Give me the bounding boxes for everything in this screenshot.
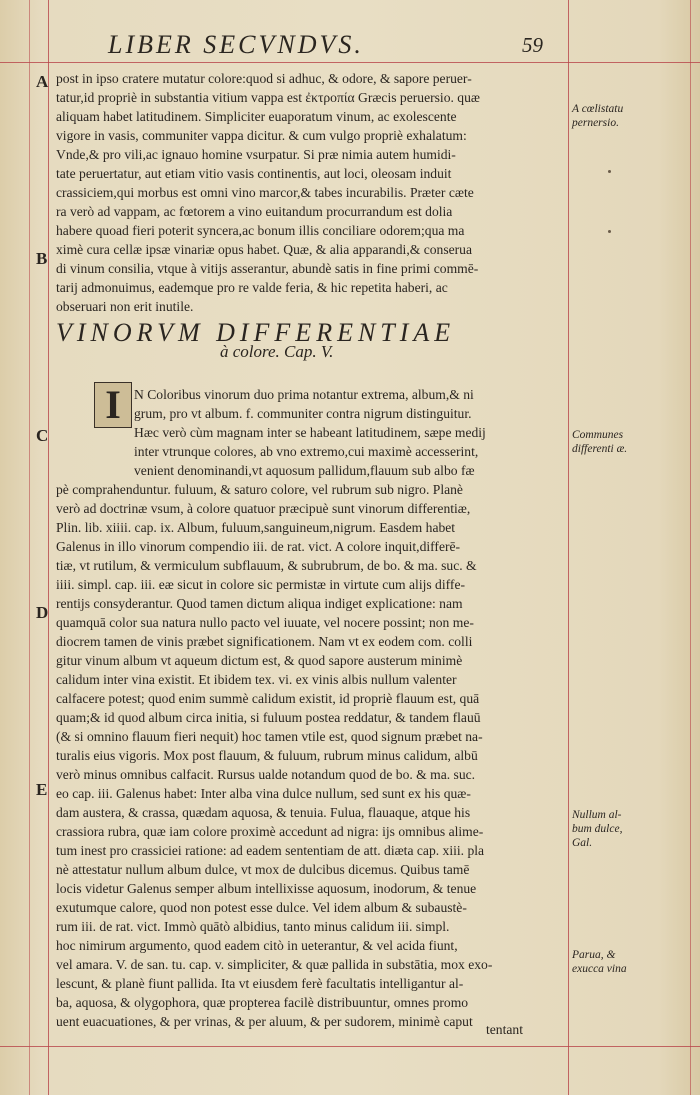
ruling-line-left-outer (48, 0, 49, 1095)
marginal-note: Communes differenti æ. (572, 429, 628, 455)
text-line: tarij admonuimus, eademque pro re valde feria, & hic repetita haberi, ac (56, 280, 448, 295)
text-line: vel amara. V. de san. tu. cap. v. simpliciter, & quæ pallida in substātia, mox exo- (56, 957, 493, 972)
ruling-line-top (0, 62, 700, 63)
text-line: gitur vinum album vt aqueum dictum est, & quod sapore austerum minimè (56, 653, 463, 668)
text-line: nè attestatur nullum album dulce, vt mox de dulcibus dicemus. Quibus tamē (56, 862, 470, 877)
margin-mark (608, 170, 611, 173)
text-line: dam austera, & crassa, quædam aquosa, & tenuia. Fulua, flauaque, atque his (56, 805, 471, 820)
text-line: crassiciem,qui morbus est omni vino marcor,& tabes incurabilis. Præter cæte (56, 185, 474, 200)
text-line: venient denominandi,vt aquosum pallidum,flauum sub albo fæ (134, 463, 475, 478)
catchword: tentant (486, 1022, 523, 1037)
text-line: tiæ, vt rutilum, & vermiculum subflauum, & subrubrum, de bo. & ma. suc. & (56, 558, 477, 573)
text-line: calidum inter vina existit. Et ibidem tex. vi. ex vinis albis nullum valenter (56, 672, 457, 687)
ruling-line-right-outer (690, 0, 691, 1095)
margin-letter-e: E (36, 780, 48, 799)
text-line: vigore in vasis, communiter vappa dicitur. & cum vulgo propriè exhalatum: (56, 128, 467, 143)
marginal-note: Parua, & exucca vina (572, 949, 627, 975)
text-line: ximè cura cellæ ipsæ vinariæ opus habet. Quæ, & alia apparandi,& conserua (56, 242, 473, 257)
text-line: crassiora rubra, quæ iam colore proximè accedunt ad nigra: ijs omnibus alime- (56, 824, 484, 839)
text-line: di vinum consilia, vtque à vitijs asserantur, abundè satis in fine primi commē- (56, 261, 479, 276)
text-line: habere quoad fieri poterit syncera,ac bonum illis conciliare odorem;qua ma (56, 223, 465, 238)
text-line: quamquā color sua natura nullo pacto vel iuuate, vel nocere possint; non me- (56, 615, 474, 630)
margin-letter-a: A (36, 72, 49, 91)
decorated-initial (94, 382, 132, 428)
ruling-line-right-inner (568, 0, 569, 1095)
margin-letter-c: C (36, 426, 49, 445)
text-line: verò ad doctrinæ vsum, à colore quatuor præcipuè sunt vinorum differentiæ, (56, 501, 471, 516)
text-line: iiii. simpl. cap. iii. eæ sicut in colore sic permistæ in virtute cum alijs diffe- (56, 577, 466, 592)
text-line: rentijs consyderantur. Quod tamen dictum aliqua indiget explicatione: nam (56, 596, 463, 611)
text-line: aliquam habet latitudinem. Simpliciter euaporatum vinum, ac exolescente (56, 109, 457, 124)
text-line: turalis eius vigoris. Mox post flauum, & fuluum, rubrum minus calidum, albū (56, 748, 478, 763)
text-line: Galenus in illo vinorum compendio iii. de rat. vict. A colore inquit,differē- (56, 539, 461, 554)
text-line: Hæc verò cùm magnam inter se habeant latitudinem, sæpe medij (134, 425, 486, 440)
text-line: grum, pro vt album. f. communiter contra nigrum distinguitur. (134, 406, 472, 421)
text-line: (& si omnino flauum fieri nequit) hoc tamen vtile est, quod signum præbet na- (56, 729, 483, 744)
margin-letter-b: B (36, 249, 48, 268)
marginal-note: A cœlistatu pernersio. (572, 103, 624, 129)
running-head: LIBER SECVNDVS. (108, 30, 364, 59)
text-line: tatur,id propriè in substantia vitium vappa est ἐκτροπία Græcis peruersio. quæ (56, 90, 480, 105)
chapter-subtitle: à colore. Cap. V. (220, 342, 334, 361)
ruling-line-bottom (0, 1046, 700, 1047)
ruling-line-left-edge (29, 0, 30, 1095)
text-line: post in ipso cratere mutatur colore:quod si adhuc, & odore, & sapore peruer- (56, 71, 472, 86)
text-line: quam;& id quod album circa initia, si fuluum postea reddatur, & tandem flauū (56, 710, 481, 725)
text-line: lescunt, & planè fiunt pallida. Ita vt eiusdem ferè facultatis intelligantur al- (56, 976, 464, 991)
text-line: inter vtrunque colores, ab vno extremo,cui maximè accesserint, (134, 444, 479, 459)
margin-mark (608, 230, 611, 233)
text-line: tum inest pro crassiciei ratione: ad eadem sententiam de att. diæta cap. xiii. pla (56, 843, 485, 858)
text-line: locis videtur Galenus semper album intellixisse aquosum, inodorum, & tenue (56, 881, 477, 896)
page-number: 59 (522, 33, 543, 57)
text-line: ba, aquosa, & olygophora, quæ propterea facilè distribuuntur, omnes promo (56, 995, 469, 1010)
text-line: calfacere potest; quod enim summè calidum existit, id propriè flauum est, quā (56, 691, 480, 706)
chapter-title: VINORVM DIFFERENTIAE (56, 318, 456, 347)
text-line: verò minus omnibus calfacit. Rursus ualde notandum quod de bo. & ma. suc. (56, 767, 476, 782)
text-line: pè comprahenduntur. fuluum, & saturo colore, vel rubrum sub nigro. Planè (56, 482, 463, 497)
text-line: diocrem tamen de vinis præbet significationem. Nam vt ex eodem com. colli (56, 634, 473, 649)
text-line: rum iii. de rat. vict. Immò quātò albidius, tanto minus calidum iii. simpl. (56, 919, 450, 934)
text-line: tate peruertatur, aut etiam vitio vasis continentis, aut loci, oleosam induit (56, 166, 452, 181)
text-line: N Coloribus vinorum duo prima notantur extrema, album,& ni (134, 387, 474, 402)
text-line: ra verò ad vappam, ac fœtorem a vino euitandum procurrandum est dolia (56, 204, 453, 219)
text-line: exutumque calore, quod non potest esse dulce. Vel idem album & subaustè- (56, 900, 467, 915)
margin-letter-d: D (36, 603, 49, 622)
text-line: Vnde,& pro vili,ac ignauo homine vsurpatur. Si præ nimia autem humidi- (56, 147, 456, 162)
text-line: Plin. lib. xiiii. cap. ix. Album, fuluum,sanguineum,nigrum. Easdem habet (56, 520, 456, 535)
marginal-note: Nullum al- bum dulce, Gal. (572, 809, 623, 849)
text-line: hoc nimirum argumento, quod eadem citò in ueterantur, & vel acida fiunt, (56, 938, 458, 953)
text-line: obseruari non erit inutile. (56, 299, 194, 314)
text-line: eo cap. iii. Galenus habet: Inter alba vina dulce nullum, sed sunt ex his quæ- (56, 786, 471, 801)
initial-letter: I (105, 382, 121, 427)
text-line: uent euacuationes, & per vrinas, & per aluum, & per sudorem, minimè caput (56, 1014, 473, 1029)
